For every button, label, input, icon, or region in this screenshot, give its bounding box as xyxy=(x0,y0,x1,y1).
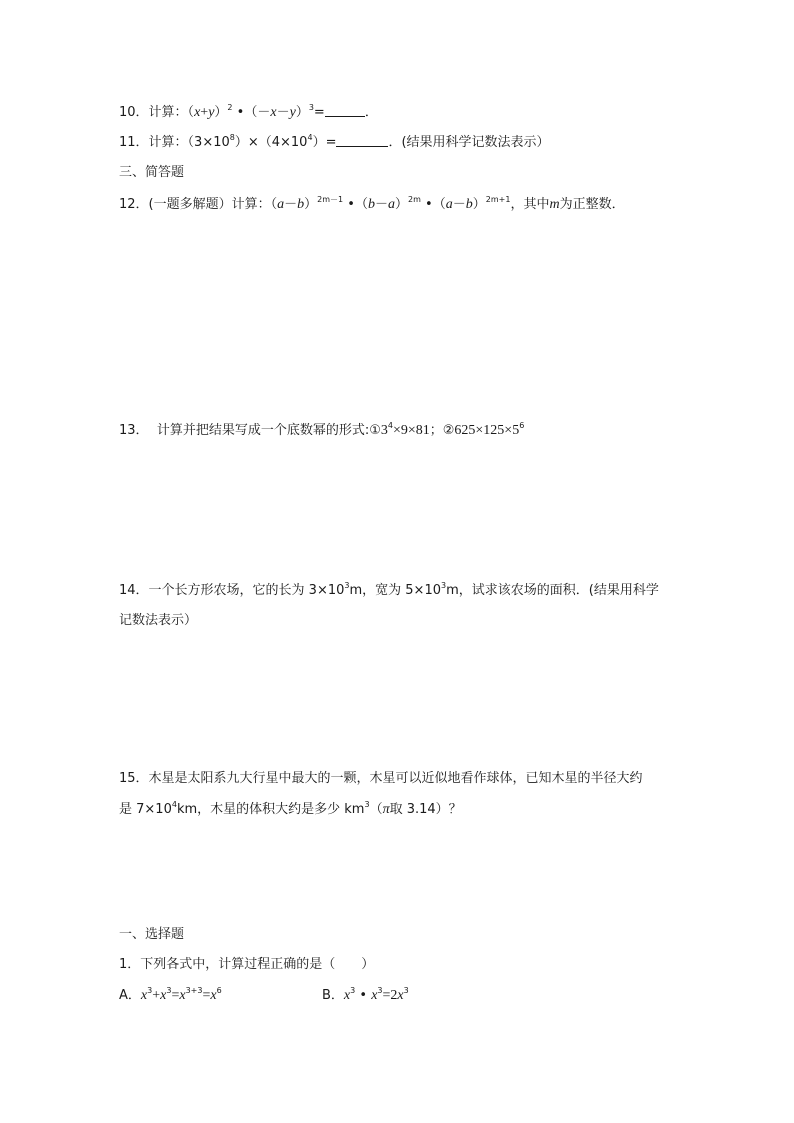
q12-number: 12．(一题多解题）计算： xyxy=(119,197,271,212)
question-10: 10．计算：$(x+y)^2$ $•(-x-y)^3=$ ． xyxy=(119,103,378,120)
question-12: 12．(一题多解题）计算：$(a-b)^{2m-1}$ $•(b-a)^{2m}$ $•(a-b)^{2m+1}$，其中m为正整数． xyxy=(119,195,625,212)
answer-blank[interactable] xyxy=(336,134,388,147)
question-11: 11．计算：$(3\times 10^8)\times(4\times 10^4)=$ ．(结果用科学记数法表示） xyxy=(119,133,550,150)
section-heading: 三、简答题 xyxy=(119,165,185,180)
section-heading: 一、选择题 xyxy=(119,927,185,942)
question-15: 15．木星是太阳系九大行星中最大的一颗，木星可以近似地看作球体，已知木星的半径大约 xyxy=(119,771,643,786)
question-1: 1．下列各式中，计算过程正确的是（ ） xyxy=(119,957,375,972)
question-15-continued: 是 $7\times 10^4km$，木星的体积大约是多少 $km^3(\pi$取 3.14）？ xyxy=(119,800,462,817)
q13-number: 13． xyxy=(119,423,149,438)
question-13: 13． 计算并把结果写成一个底数幂的形式$:①3^4\times 9\times 81$；$②625\times 125\times 5^6$ xyxy=(119,421,525,438)
q11-number: 11．计算： xyxy=(119,135,188,150)
q10-number: 10．计算： xyxy=(119,105,188,120)
question-14-continued: 记数法表示） xyxy=(119,613,198,628)
option-a[interactable]: A．$x^3+x^3=x^{3+3}=x^6$ xyxy=(119,986,222,1003)
option-b[interactable]: B．$x^3$ • $x^3=2x^3$ xyxy=(322,986,409,1003)
answer-blank[interactable] xyxy=(325,104,365,117)
question-14: 14．一个长方形农场，它的长为 $3\times 10^3m$，宽为 $5\times 10^3m$，试求该农场的面积．(结果用科学 xyxy=(119,581,659,598)
